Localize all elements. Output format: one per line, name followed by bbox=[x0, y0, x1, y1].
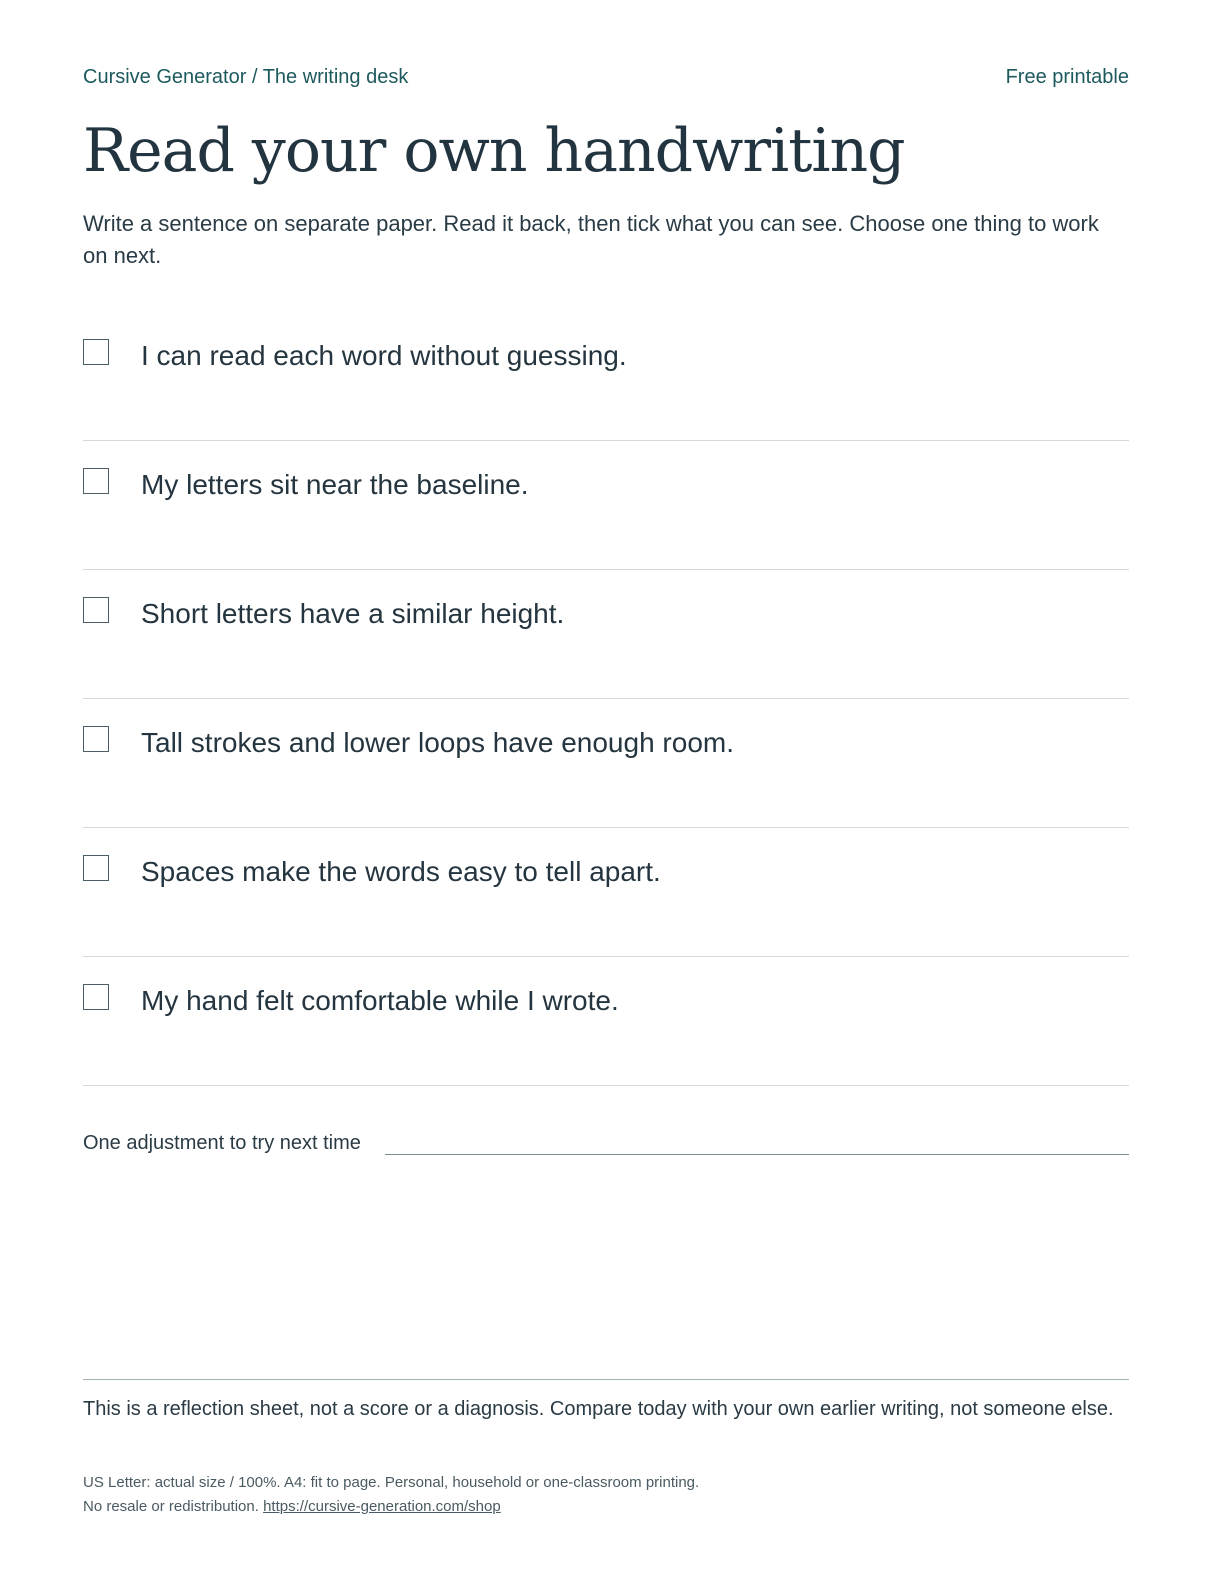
checklist-item-label: My letters sit near the baseline. bbox=[141, 469, 529, 500]
adjustment-label: One adjustment to try next time bbox=[83, 1132, 361, 1154]
checkbox[interactable] bbox=[83, 468, 109, 494]
checkbox[interactable] bbox=[83, 597, 109, 623]
checklist-item-label: Spaces make the words easy to tell apart. bbox=[141, 856, 661, 887]
checklist-item-label: Tall strokes and lower loops have enough room. bbox=[141, 727, 735, 758]
checklist-item[interactable] bbox=[83, 699, 1129, 828]
checklist-item[interactable] bbox=[83, 828, 1129, 957]
checklist-item-label: My hand felt comfortable while I wrote. bbox=[141, 985, 619, 1016]
adjustment-write-line[interactable] bbox=[385, 1132, 1129, 1155]
checkbox[interactable] bbox=[83, 855, 109, 881]
checklist-item[interactable] bbox=[83, 312, 1129, 441]
footer-note: This is a reflection sheet, not a score or a diagnosis. Compare today with your own earlier writing, not someone else. bbox=[83, 1398, 1114, 1420]
checklist-item[interactable] bbox=[83, 441, 1129, 570]
breadcrumb[interactable]: Cursive Generator / The writing desk bbox=[83, 66, 409, 88]
checklist-item-label: Short letters have a similar height. bbox=[141, 598, 565, 629]
page-header bbox=[83, 66, 1129, 89]
checklist-item-label: I can read each word without guessing. bbox=[141, 340, 627, 371]
checklist-item[interactable] bbox=[83, 957, 1129, 1086]
checkbox[interactable] bbox=[83, 339, 109, 365]
adjustment-field bbox=[83, 1132, 1129, 1155]
checkbox[interactable] bbox=[83, 984, 109, 1010]
page-title: Read your own handwriting bbox=[83, 116, 905, 186]
free-printable-label: Free printable bbox=[1005, 66, 1129, 88]
intro-text: Write a sentence on separate paper. Read it back, then tick what you can see. Choose one thing to work on next. bbox=[83, 211, 1099, 268]
print-line-2: No resale or redistribution. bbox=[83, 1498, 259, 1515]
shop-link[interactable]: https://cursive-generation.com/shop bbox=[263, 1498, 501, 1515]
checklist bbox=[83, 312, 1129, 1086]
print-instructions bbox=[83, 1471, 1123, 1519]
footer-divider bbox=[83, 1379, 1129, 1380]
checklist-item[interactable] bbox=[83, 570, 1129, 699]
print-line-1: US Letter: actual size / 100%. A4: fit to page. Personal, household or one-classroom printing. bbox=[83, 1474, 700, 1491]
checkbox[interactable] bbox=[83, 726, 109, 752]
